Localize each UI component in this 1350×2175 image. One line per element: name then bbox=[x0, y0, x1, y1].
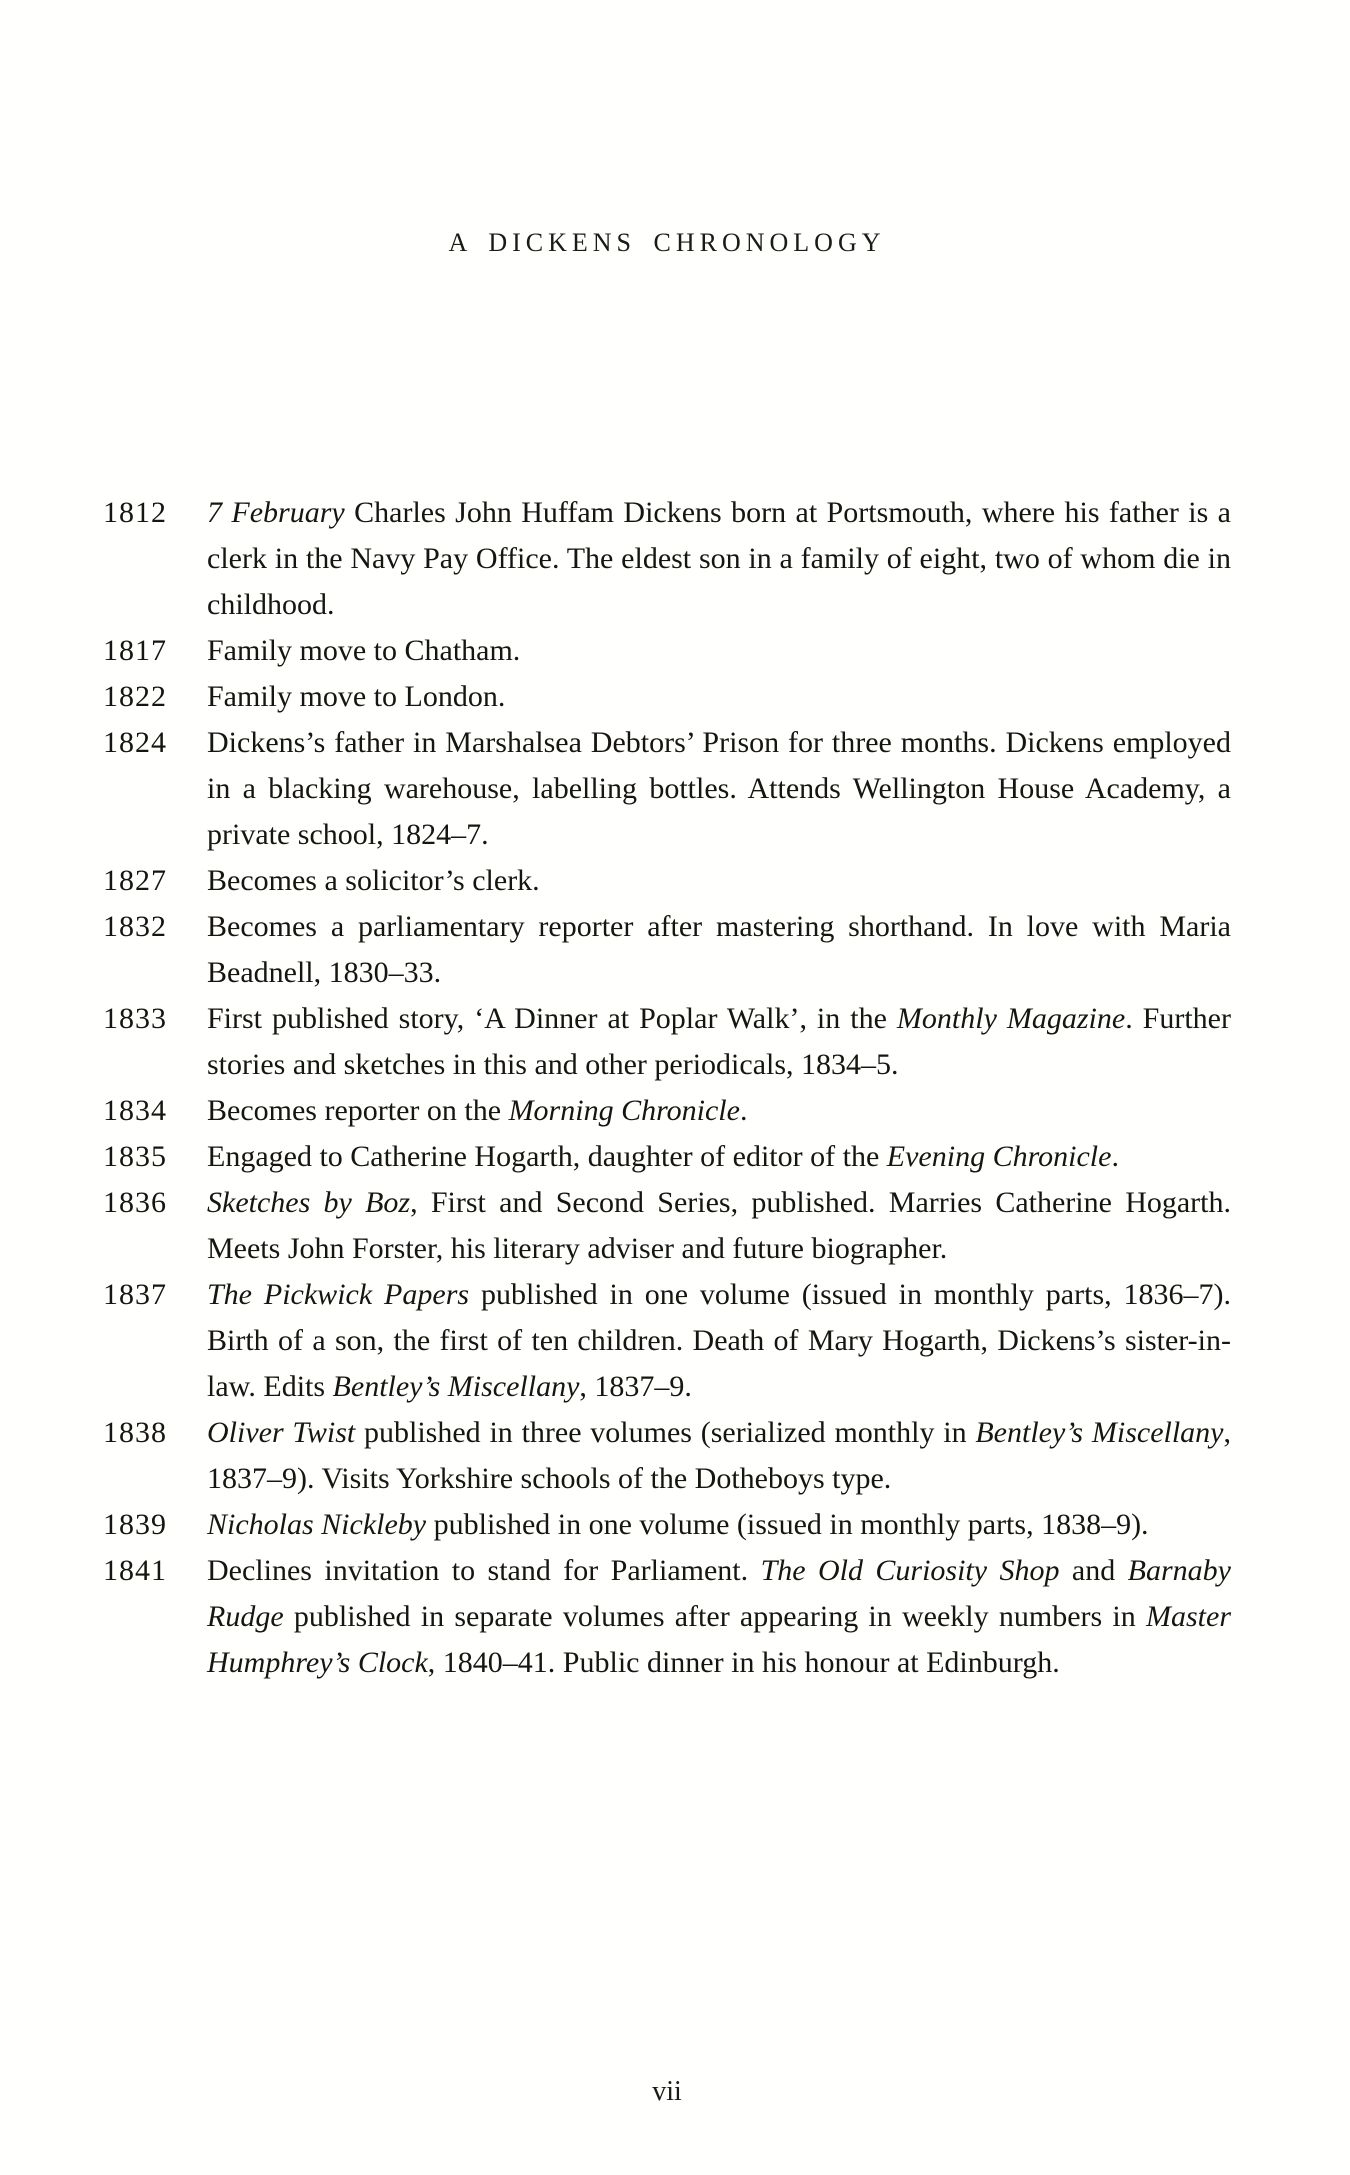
chronology-entry bbox=[103, 1134, 1231, 1180]
entry-text: Nicholas Nickleby published in one volume (issued in monthly parts, 1838–9). bbox=[207, 1508, 1149, 1541]
chronology-entry bbox=[103, 1410, 1231, 1502]
chronology-entry bbox=[103, 904, 1231, 996]
entry-text: Becomes a solicitor’s clerk. bbox=[207, 864, 540, 897]
entry-year: 1841 bbox=[103, 1554, 167, 1587]
entry-text: 7 February Charles John Huffam Dickens born at Portsmouth, where his father is a clerk in the Navy Pay Office. The eldest son in a family of eight, two of whom die in childhood. bbox=[207, 496, 1232, 621]
chronology-entry bbox=[103, 674, 1231, 720]
entry-text: Sketches by Boz, First and Second Series, published. Marries Catherine Hogarth. Meets John Forster, his literary adviser and future biographer. bbox=[207, 1186, 1232, 1265]
entry-year: 1836 bbox=[103, 1186, 167, 1219]
chronology-entry bbox=[103, 1548, 1231, 1686]
chronology-entry bbox=[103, 1088, 1231, 1134]
chronology-entry bbox=[103, 490, 1231, 628]
entry-year: 1822 bbox=[103, 680, 167, 713]
entry-year: 1827 bbox=[103, 864, 167, 897]
entry-year: 1812 bbox=[103, 496, 167, 529]
page-number: vii bbox=[652, 2076, 682, 2107]
entry-text: The Pickwick Papers published in one volume (issued in monthly parts, 1836–7). Birth of a son, the first of ten children. Death of Mary Hogarth, Dickens’s sister-in-law. Edits Bentley’s Miscellany, 1837–9. bbox=[207, 1278, 1231, 1403]
entry-year: 1824 bbox=[103, 726, 167, 759]
entry-year: 1834 bbox=[103, 1094, 167, 1127]
chronology-entry bbox=[103, 996, 1231, 1088]
entry-text: First published story, ‘A Dinner at Poplar Walk’, in the Monthly Magazine. Further stories and sketches in this and other periodicals, 1834–5. bbox=[207, 1002, 1231, 1081]
entry-year: 1817 bbox=[103, 634, 167, 667]
chronology-entry bbox=[103, 858, 1231, 904]
chronology-entry bbox=[103, 720, 1231, 858]
chronology-entry bbox=[103, 1180, 1231, 1272]
entry-text: Becomes a parliamentary reporter after mastering shorthand. In love with Maria Beadnell, 1830–33. bbox=[207, 910, 1231, 989]
entry-year: 1832 bbox=[103, 910, 167, 943]
entry-text: Dickens’s father in Marshalsea Debtors’ Prison for three months. Dickens employed in a blacking warehouse, labelling bottles. Attends Wellington House Academy, a private school, 1824–7. bbox=[207, 726, 1231, 851]
entry-year: 1837 bbox=[103, 1278, 167, 1311]
entry-year: 1835 bbox=[103, 1140, 167, 1173]
chronology-list bbox=[103, 490, 1231, 1686]
entry-text: Becomes reporter on the Morning Chronicle. bbox=[207, 1094, 748, 1127]
chronology-entry bbox=[103, 1502, 1231, 1548]
entry-text: Engaged to Catherine Hogarth, daughter of editor of the Evening Chronicle. bbox=[207, 1140, 1119, 1173]
entry-year: 1838 bbox=[103, 1416, 167, 1449]
entry-year: 1839 bbox=[103, 1508, 167, 1541]
chronology-entry bbox=[103, 628, 1231, 674]
entry-year: 1833 bbox=[103, 1002, 167, 1035]
page-title: A DICKENS CHRONOLOGY bbox=[448, 228, 886, 257]
chronology-entry bbox=[103, 1272, 1231, 1410]
entry-text: Oliver Twist published in three volumes (serialized monthly in Bentley’s Miscellany, 1837–9). Visits Yorkshire schools of the Dotheboys type. bbox=[207, 1416, 1231, 1495]
entry-text: Declines invitation to stand for Parliament. The Old Curiosity Shop and Barnaby Rudge published in separate volumes after appearing in weekly numbers in Master Humphrey’s Clock, 1840–41. Public dinner in his honour at Edinburgh. bbox=[207, 1554, 1231, 1679]
entry-text: Family move to London. bbox=[207, 680, 506, 713]
entry-text: Family move to Chatham. bbox=[207, 634, 521, 667]
